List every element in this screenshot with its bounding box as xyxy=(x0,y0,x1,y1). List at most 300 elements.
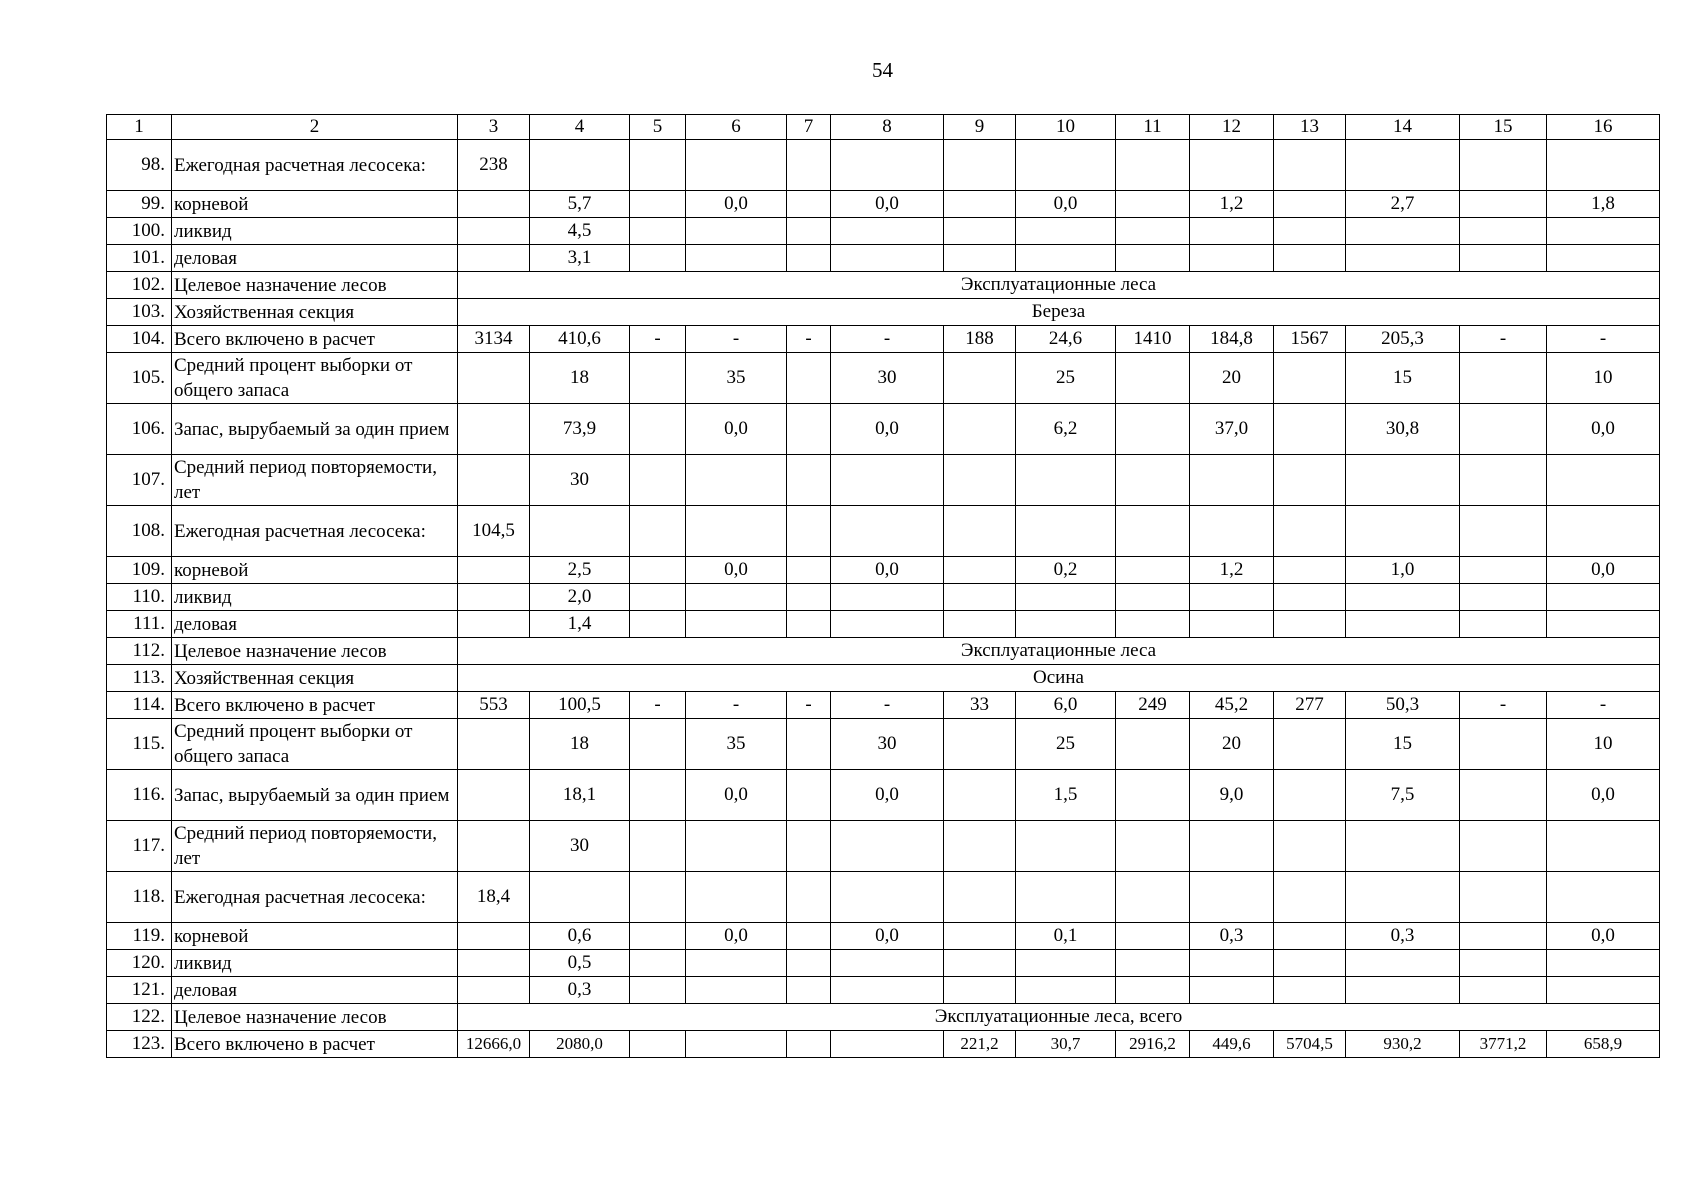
value-cell xyxy=(458,584,530,611)
value-cell: 3771,2 xyxy=(1460,1031,1547,1058)
row-label-cell: корневой xyxy=(172,923,458,950)
row-number-cell: 98. xyxy=(107,140,172,191)
value-cell xyxy=(944,557,1016,584)
value-cell xyxy=(530,506,630,557)
value-cell xyxy=(1274,506,1346,557)
value-cell xyxy=(787,872,831,923)
value-cell xyxy=(1016,611,1116,638)
value-cell xyxy=(1116,140,1190,191)
value-cell xyxy=(787,977,831,1004)
value-cell: 12666,0 xyxy=(458,1031,530,1058)
row-number-cell: 115. xyxy=(107,719,172,770)
value-cell: 30 xyxy=(831,353,944,404)
value-cell xyxy=(831,950,944,977)
value-cell xyxy=(1547,218,1660,245)
value-cell xyxy=(1547,611,1660,638)
value-cell: 0,2 xyxy=(1016,557,1116,584)
value-cell xyxy=(787,719,831,770)
row-number-cell: 99. xyxy=(107,191,172,218)
value-cell: 249 xyxy=(1116,692,1190,719)
row-label-cell: деловая xyxy=(172,977,458,1004)
row-number-cell: 110. xyxy=(107,584,172,611)
header-cell: 4 xyxy=(530,115,630,140)
header-cell: 15 xyxy=(1460,115,1547,140)
value-cell xyxy=(787,218,831,245)
header-cell: 2 xyxy=(172,115,458,140)
row-number-cell: 122. xyxy=(107,1004,172,1031)
value-cell: 104,5 xyxy=(458,506,530,557)
value-cell: 100,5 xyxy=(530,692,630,719)
row-number-cell: 117. xyxy=(107,821,172,872)
value-cell xyxy=(787,770,831,821)
value-cell xyxy=(1190,611,1274,638)
row-label-cell: Целевое назначение лесов xyxy=(172,1004,458,1031)
value-cell xyxy=(831,977,944,1004)
value-cell xyxy=(831,584,944,611)
value-cell: 10 xyxy=(1547,353,1660,404)
value-cell xyxy=(1460,506,1547,557)
value-cell xyxy=(630,584,686,611)
value-cell: 0,0 xyxy=(686,923,787,950)
value-cell xyxy=(831,506,944,557)
value-cell: 5704,5 xyxy=(1274,1031,1346,1058)
row-label-cell: Всего включено в расчет xyxy=(172,1031,458,1058)
row-number-cell: 102. xyxy=(107,272,172,299)
row-label-cell: Средний период повторяемости, лет xyxy=(172,455,458,506)
value-cell xyxy=(1346,872,1460,923)
value-cell xyxy=(944,977,1016,1004)
value-cell xyxy=(1016,584,1116,611)
value-cell xyxy=(1190,821,1274,872)
row-label-cell: Целевое назначение лесов xyxy=(172,638,458,665)
value-cell xyxy=(630,506,686,557)
value-cell: 1,2 xyxy=(1190,557,1274,584)
value-cell xyxy=(1190,245,1274,272)
value-cell: 0,0 xyxy=(831,191,944,218)
section-span-cell: Эксплуатационные леса, всего xyxy=(458,1004,1660,1031)
row-label-cell: Средний период повторяемости, лет xyxy=(172,821,458,872)
value-cell xyxy=(787,353,831,404)
value-cell xyxy=(944,923,1016,950)
value-cell xyxy=(831,872,944,923)
value-cell xyxy=(686,584,787,611)
value-cell: 0,0 xyxy=(1547,404,1660,455)
value-cell xyxy=(1016,455,1116,506)
value-cell xyxy=(831,821,944,872)
row-number-cell: 105. xyxy=(107,353,172,404)
value-cell: - xyxy=(787,692,831,719)
value-cell: - xyxy=(630,326,686,353)
value-cell: 0,3 xyxy=(1346,923,1460,950)
value-cell: 410,6 xyxy=(530,326,630,353)
value-cell: 205,3 xyxy=(1346,326,1460,353)
value-cell xyxy=(458,977,530,1004)
value-cell xyxy=(944,455,1016,506)
row-number-cell: 100. xyxy=(107,218,172,245)
value-cell xyxy=(630,140,686,191)
value-cell xyxy=(1116,191,1190,218)
value-cell: 2,5 xyxy=(530,557,630,584)
value-cell xyxy=(1116,950,1190,977)
row-label-cell: Ежегодная расчетная лесосека: xyxy=(172,506,458,557)
value-cell xyxy=(1346,506,1460,557)
value-cell: - xyxy=(1547,692,1660,719)
value-cell xyxy=(787,821,831,872)
row-number-cell: 118. xyxy=(107,872,172,923)
value-cell: 0,3 xyxy=(530,977,630,1004)
header-cell: 9 xyxy=(944,115,1016,140)
value-cell: 30,8 xyxy=(1346,404,1460,455)
value-cell xyxy=(1016,872,1116,923)
value-cell xyxy=(787,611,831,638)
value-cell xyxy=(831,218,944,245)
value-cell xyxy=(458,719,530,770)
value-cell: 15 xyxy=(1346,719,1460,770)
value-cell xyxy=(686,218,787,245)
value-cell xyxy=(458,923,530,950)
value-cell xyxy=(1274,140,1346,191)
value-cell xyxy=(458,404,530,455)
value-cell xyxy=(1274,404,1346,455)
value-cell xyxy=(944,950,1016,977)
value-cell xyxy=(630,770,686,821)
value-cell: - xyxy=(831,692,944,719)
row-label-cell: ликвид xyxy=(172,584,458,611)
value-cell: 0,0 xyxy=(686,191,787,218)
value-cell: - xyxy=(686,326,787,353)
row-label-cell: Ежегодная расчетная лесосека: xyxy=(172,872,458,923)
value-cell xyxy=(787,191,831,218)
value-cell xyxy=(630,218,686,245)
table-header-row xyxy=(107,115,1660,140)
value-cell xyxy=(1190,506,1274,557)
row-label-cell: Ежегодная расчетная лесосека: xyxy=(172,140,458,191)
value-cell xyxy=(1274,872,1346,923)
value-cell xyxy=(458,611,530,638)
value-cell xyxy=(944,872,1016,923)
table-row xyxy=(107,665,1660,692)
row-number-cell: 106. xyxy=(107,404,172,455)
value-cell: 184,8 xyxy=(1190,326,1274,353)
row-label-cell: ликвид xyxy=(172,218,458,245)
value-cell: 2080,0 xyxy=(530,1031,630,1058)
header-cell: 1 xyxy=(107,115,172,140)
value-cell xyxy=(1547,977,1660,1004)
value-cell xyxy=(530,872,630,923)
table-row xyxy=(107,272,1660,299)
value-cell xyxy=(787,404,831,455)
table-row xyxy=(107,872,1660,923)
value-cell xyxy=(630,353,686,404)
value-cell: 0,0 xyxy=(1016,191,1116,218)
row-number-cell: 120. xyxy=(107,950,172,977)
value-cell xyxy=(1460,584,1547,611)
row-number-cell: 109. xyxy=(107,557,172,584)
value-cell xyxy=(1274,977,1346,1004)
value-cell xyxy=(1460,821,1547,872)
table-row xyxy=(107,140,1660,191)
value-cell xyxy=(1116,353,1190,404)
table-row xyxy=(107,692,1660,719)
value-cell: 238 xyxy=(458,140,530,191)
value-cell: 0,0 xyxy=(686,557,787,584)
value-cell xyxy=(1190,455,1274,506)
value-cell xyxy=(1346,821,1460,872)
value-cell xyxy=(831,1031,944,1058)
value-cell xyxy=(458,353,530,404)
value-cell xyxy=(1116,719,1190,770)
value-cell xyxy=(630,404,686,455)
row-number-cell: 121. xyxy=(107,977,172,1004)
value-cell xyxy=(1346,245,1460,272)
section-span-cell: Береза xyxy=(458,299,1660,326)
table-row xyxy=(107,821,1660,872)
value-cell: 2,7 xyxy=(1346,191,1460,218)
value-cell xyxy=(1116,821,1190,872)
value-cell xyxy=(630,455,686,506)
row-number-cell: 123. xyxy=(107,1031,172,1058)
value-cell xyxy=(1346,611,1460,638)
value-cell xyxy=(1274,353,1346,404)
value-cell xyxy=(1190,218,1274,245)
value-cell xyxy=(1460,218,1547,245)
value-cell xyxy=(1190,872,1274,923)
value-cell xyxy=(458,191,530,218)
value-cell: 4,5 xyxy=(530,218,630,245)
section-span-cell: Осина xyxy=(458,665,1660,692)
value-cell: 0,0 xyxy=(831,557,944,584)
table-row xyxy=(107,719,1660,770)
forest-cut-table xyxy=(106,114,1660,1058)
value-cell xyxy=(1116,557,1190,584)
value-cell: 9,0 xyxy=(1190,770,1274,821)
value-cell xyxy=(1274,455,1346,506)
value-cell xyxy=(1274,770,1346,821)
value-cell xyxy=(630,821,686,872)
value-cell xyxy=(1346,455,1460,506)
value-cell xyxy=(1016,977,1116,1004)
value-cell xyxy=(630,245,686,272)
value-cell xyxy=(1460,353,1547,404)
value-cell: 7,5 xyxy=(1346,770,1460,821)
value-cell xyxy=(1016,821,1116,872)
header-cell: 11 xyxy=(1116,115,1190,140)
value-cell xyxy=(530,140,630,191)
value-cell xyxy=(630,872,686,923)
value-cell xyxy=(1460,770,1547,821)
value-cell xyxy=(458,455,530,506)
value-cell xyxy=(1460,245,1547,272)
value-cell: 24,6 xyxy=(1016,326,1116,353)
value-cell xyxy=(1346,977,1460,1004)
value-cell xyxy=(458,950,530,977)
value-cell: 1,8 xyxy=(1547,191,1660,218)
value-cell xyxy=(1116,506,1190,557)
value-cell xyxy=(630,977,686,1004)
value-cell xyxy=(1274,923,1346,950)
value-cell xyxy=(1460,191,1547,218)
table-row xyxy=(107,584,1660,611)
value-cell: 0,0 xyxy=(686,404,787,455)
value-cell: 10 xyxy=(1547,719,1660,770)
row-label-cell: Средний процент выборки от общего запаса xyxy=(172,719,458,770)
value-cell xyxy=(458,218,530,245)
value-cell xyxy=(1460,140,1547,191)
value-cell: 0,5 xyxy=(530,950,630,977)
value-cell: 658,9 xyxy=(1547,1031,1660,1058)
value-cell: 3,1 xyxy=(530,245,630,272)
value-cell xyxy=(1116,872,1190,923)
value-cell: - xyxy=(686,692,787,719)
value-cell: 0,1 xyxy=(1016,923,1116,950)
value-cell: - xyxy=(630,692,686,719)
value-cell xyxy=(1346,140,1460,191)
value-cell xyxy=(944,770,1016,821)
value-cell: 30 xyxy=(530,455,630,506)
table-row xyxy=(107,191,1660,218)
value-cell xyxy=(1547,455,1660,506)
table-row xyxy=(107,1004,1660,1031)
value-cell xyxy=(1274,611,1346,638)
value-cell xyxy=(944,140,1016,191)
value-cell: 1567 xyxy=(1274,326,1346,353)
value-cell xyxy=(458,557,530,584)
value-cell: 37,0 xyxy=(1190,404,1274,455)
header-cell: 7 xyxy=(787,115,831,140)
value-cell: 33 xyxy=(944,692,1016,719)
header-cell: 13 xyxy=(1274,115,1346,140)
value-cell xyxy=(831,245,944,272)
value-cell: 1,4 xyxy=(530,611,630,638)
value-cell xyxy=(1460,872,1547,923)
page-number: 54 xyxy=(872,58,893,82)
row-label-cell: Запас, вырубаемый за один прием xyxy=(172,770,458,821)
row-number-cell: 113. xyxy=(107,665,172,692)
value-cell xyxy=(1274,584,1346,611)
value-cell: 25 xyxy=(1016,719,1116,770)
row-number-cell: 104. xyxy=(107,326,172,353)
value-cell xyxy=(787,923,831,950)
table-row xyxy=(107,404,1660,455)
row-number-cell: 107. xyxy=(107,455,172,506)
value-cell xyxy=(1116,770,1190,821)
header-cell: 5 xyxy=(630,115,686,140)
value-cell xyxy=(1547,821,1660,872)
header-cell: 16 xyxy=(1547,115,1660,140)
value-cell xyxy=(831,455,944,506)
row-label-cell: корневой xyxy=(172,557,458,584)
value-cell xyxy=(944,821,1016,872)
value-cell: 3134 xyxy=(458,326,530,353)
value-cell xyxy=(787,245,831,272)
value-cell: 449,6 xyxy=(1190,1031,1274,1058)
row-number-cell: 114. xyxy=(107,692,172,719)
table-row xyxy=(107,1031,1660,1058)
value-cell xyxy=(1460,404,1547,455)
row-label-cell: деловая xyxy=(172,245,458,272)
table-row xyxy=(107,923,1660,950)
value-cell xyxy=(787,557,831,584)
value-cell: 20 xyxy=(1190,719,1274,770)
row-number-cell: 111. xyxy=(107,611,172,638)
value-cell xyxy=(1346,584,1460,611)
value-cell xyxy=(787,506,831,557)
value-cell xyxy=(686,872,787,923)
value-cell: 2916,2 xyxy=(1116,1031,1190,1058)
value-cell xyxy=(1460,557,1547,584)
value-cell: 0,0 xyxy=(831,404,944,455)
row-label-cell: Средний процент выборки от общего запаса xyxy=(172,353,458,404)
value-cell: 1410 xyxy=(1116,326,1190,353)
value-cell: 45,2 xyxy=(1190,692,1274,719)
value-cell xyxy=(787,1031,831,1058)
table-row xyxy=(107,950,1660,977)
value-cell xyxy=(686,506,787,557)
value-cell xyxy=(458,245,530,272)
value-cell xyxy=(1116,404,1190,455)
value-cell xyxy=(944,506,1016,557)
value-cell xyxy=(1190,977,1274,1004)
value-cell xyxy=(1016,218,1116,245)
value-cell: 553 xyxy=(458,692,530,719)
value-cell xyxy=(1190,140,1274,191)
value-cell xyxy=(831,140,944,191)
row-label-cell: корневой xyxy=(172,191,458,218)
value-cell xyxy=(787,455,831,506)
value-cell xyxy=(630,191,686,218)
value-cell xyxy=(1460,950,1547,977)
value-cell xyxy=(1116,455,1190,506)
value-cell xyxy=(630,719,686,770)
value-cell xyxy=(1274,218,1346,245)
table-row xyxy=(107,506,1660,557)
row-number-cell: 103. xyxy=(107,299,172,326)
value-cell xyxy=(1016,140,1116,191)
value-cell xyxy=(630,557,686,584)
table-row xyxy=(107,455,1660,506)
value-cell: 1,2 xyxy=(1190,191,1274,218)
value-cell xyxy=(1547,506,1660,557)
section-span-cell: Эксплуатационные леса xyxy=(458,638,1660,665)
value-cell: 30 xyxy=(831,719,944,770)
value-cell: 277 xyxy=(1274,692,1346,719)
value-cell: 73,9 xyxy=(530,404,630,455)
value-cell xyxy=(458,770,530,821)
value-cell: 0,0 xyxy=(1547,557,1660,584)
value-cell xyxy=(1274,950,1346,977)
value-cell xyxy=(787,140,831,191)
value-cell: 188 xyxy=(944,326,1016,353)
value-cell xyxy=(686,821,787,872)
value-cell xyxy=(1190,950,1274,977)
table-row xyxy=(107,557,1660,584)
value-cell xyxy=(787,950,831,977)
value-cell: 18,4 xyxy=(458,872,530,923)
value-cell: 35 xyxy=(686,719,787,770)
value-cell xyxy=(1274,719,1346,770)
value-cell: 0,3 xyxy=(1190,923,1274,950)
value-cell: - xyxy=(1547,326,1660,353)
value-cell xyxy=(944,584,1016,611)
value-cell: 0,0 xyxy=(831,770,944,821)
value-cell: 18 xyxy=(530,719,630,770)
row-number-cell: 119. xyxy=(107,923,172,950)
value-cell xyxy=(686,977,787,1004)
value-cell xyxy=(944,611,1016,638)
value-cell xyxy=(1460,923,1547,950)
value-cell xyxy=(686,455,787,506)
value-cell xyxy=(1116,218,1190,245)
